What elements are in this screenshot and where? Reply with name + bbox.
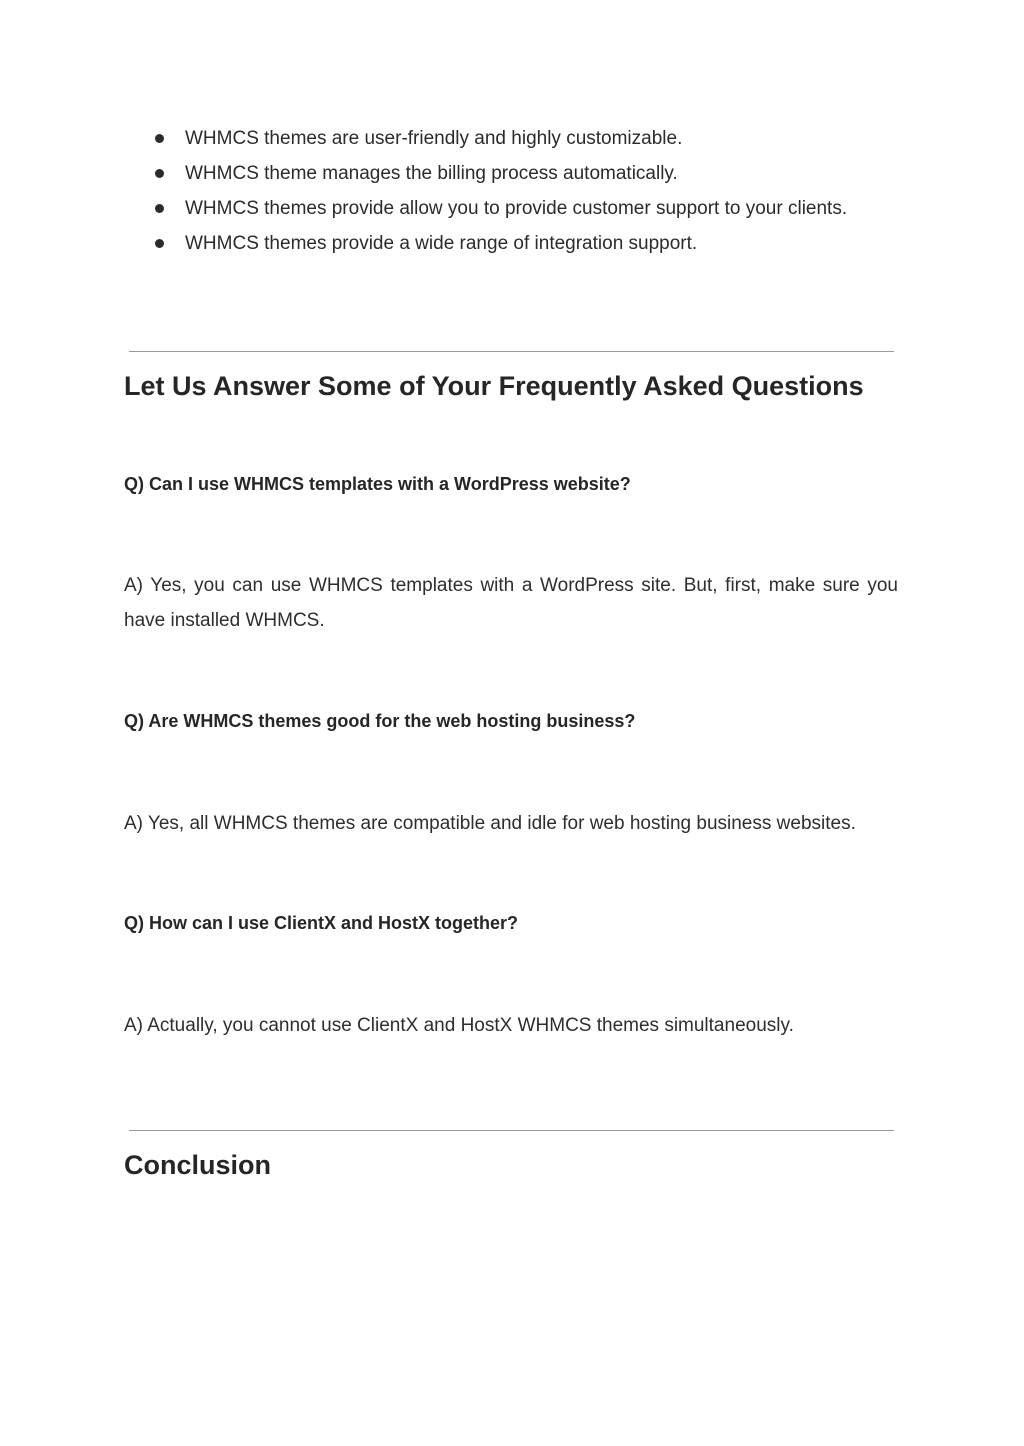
list-item: [124, 121, 904, 156]
faq-answer-2: A) Yes, all WHMCS themes are compatible and idle for web hosting business websites.: [124, 813, 856, 834]
faq-question-2: Q) Are WHMCS themes good for the web hosting business?: [124, 711, 636, 731]
bullet-icon: [155, 204, 164, 213]
faq-answer-3: A) Actually, you cannot use ClientX and HostX WHMCS themes simultaneously.: [124, 1015, 794, 1036]
bullet-text: WHMCS theme manages the billing process automatically.: [185, 163, 678, 184]
list-item: [124, 226, 904, 261]
faq-question-1: Q) Can I use WHMCS templates with a WordPress website?: [124, 474, 631, 494]
bullet-text: WHMCS themes provide allow you to provide customer support to your clients.: [185, 198, 848, 219]
faq-question-3: Q) How can I use ClientX and HostX together?: [124, 913, 519, 933]
bullet-icon: [155, 239, 164, 248]
conclusion-heading: Conclusion: [124, 1150, 271, 1180]
faq-heading: Let Us Answer Some of Your Frequently Asked Questions: [124, 371, 864, 401]
bullet-icon: [155, 169, 164, 178]
list-item: [124, 191, 904, 226]
feature-bullet-list: [124, 121, 904, 261]
bullet-text: WHMCS themes provide a wide range of integration support.: [185, 233, 698, 254]
bullet-icon: [155, 134, 164, 143]
bullet-text: WHMCS themes are user-friendly and highly customizable.: [185, 128, 683, 149]
section-divider: [129, 1130, 894, 1131]
faq-answer-1: A) Yes, you can use WHMCS templates with a WordPress site. But, first, make sure you have installed WHMCS.: [124, 575, 898, 631]
section-divider: [129, 351, 894, 352]
list-item: [124, 156, 904, 191]
